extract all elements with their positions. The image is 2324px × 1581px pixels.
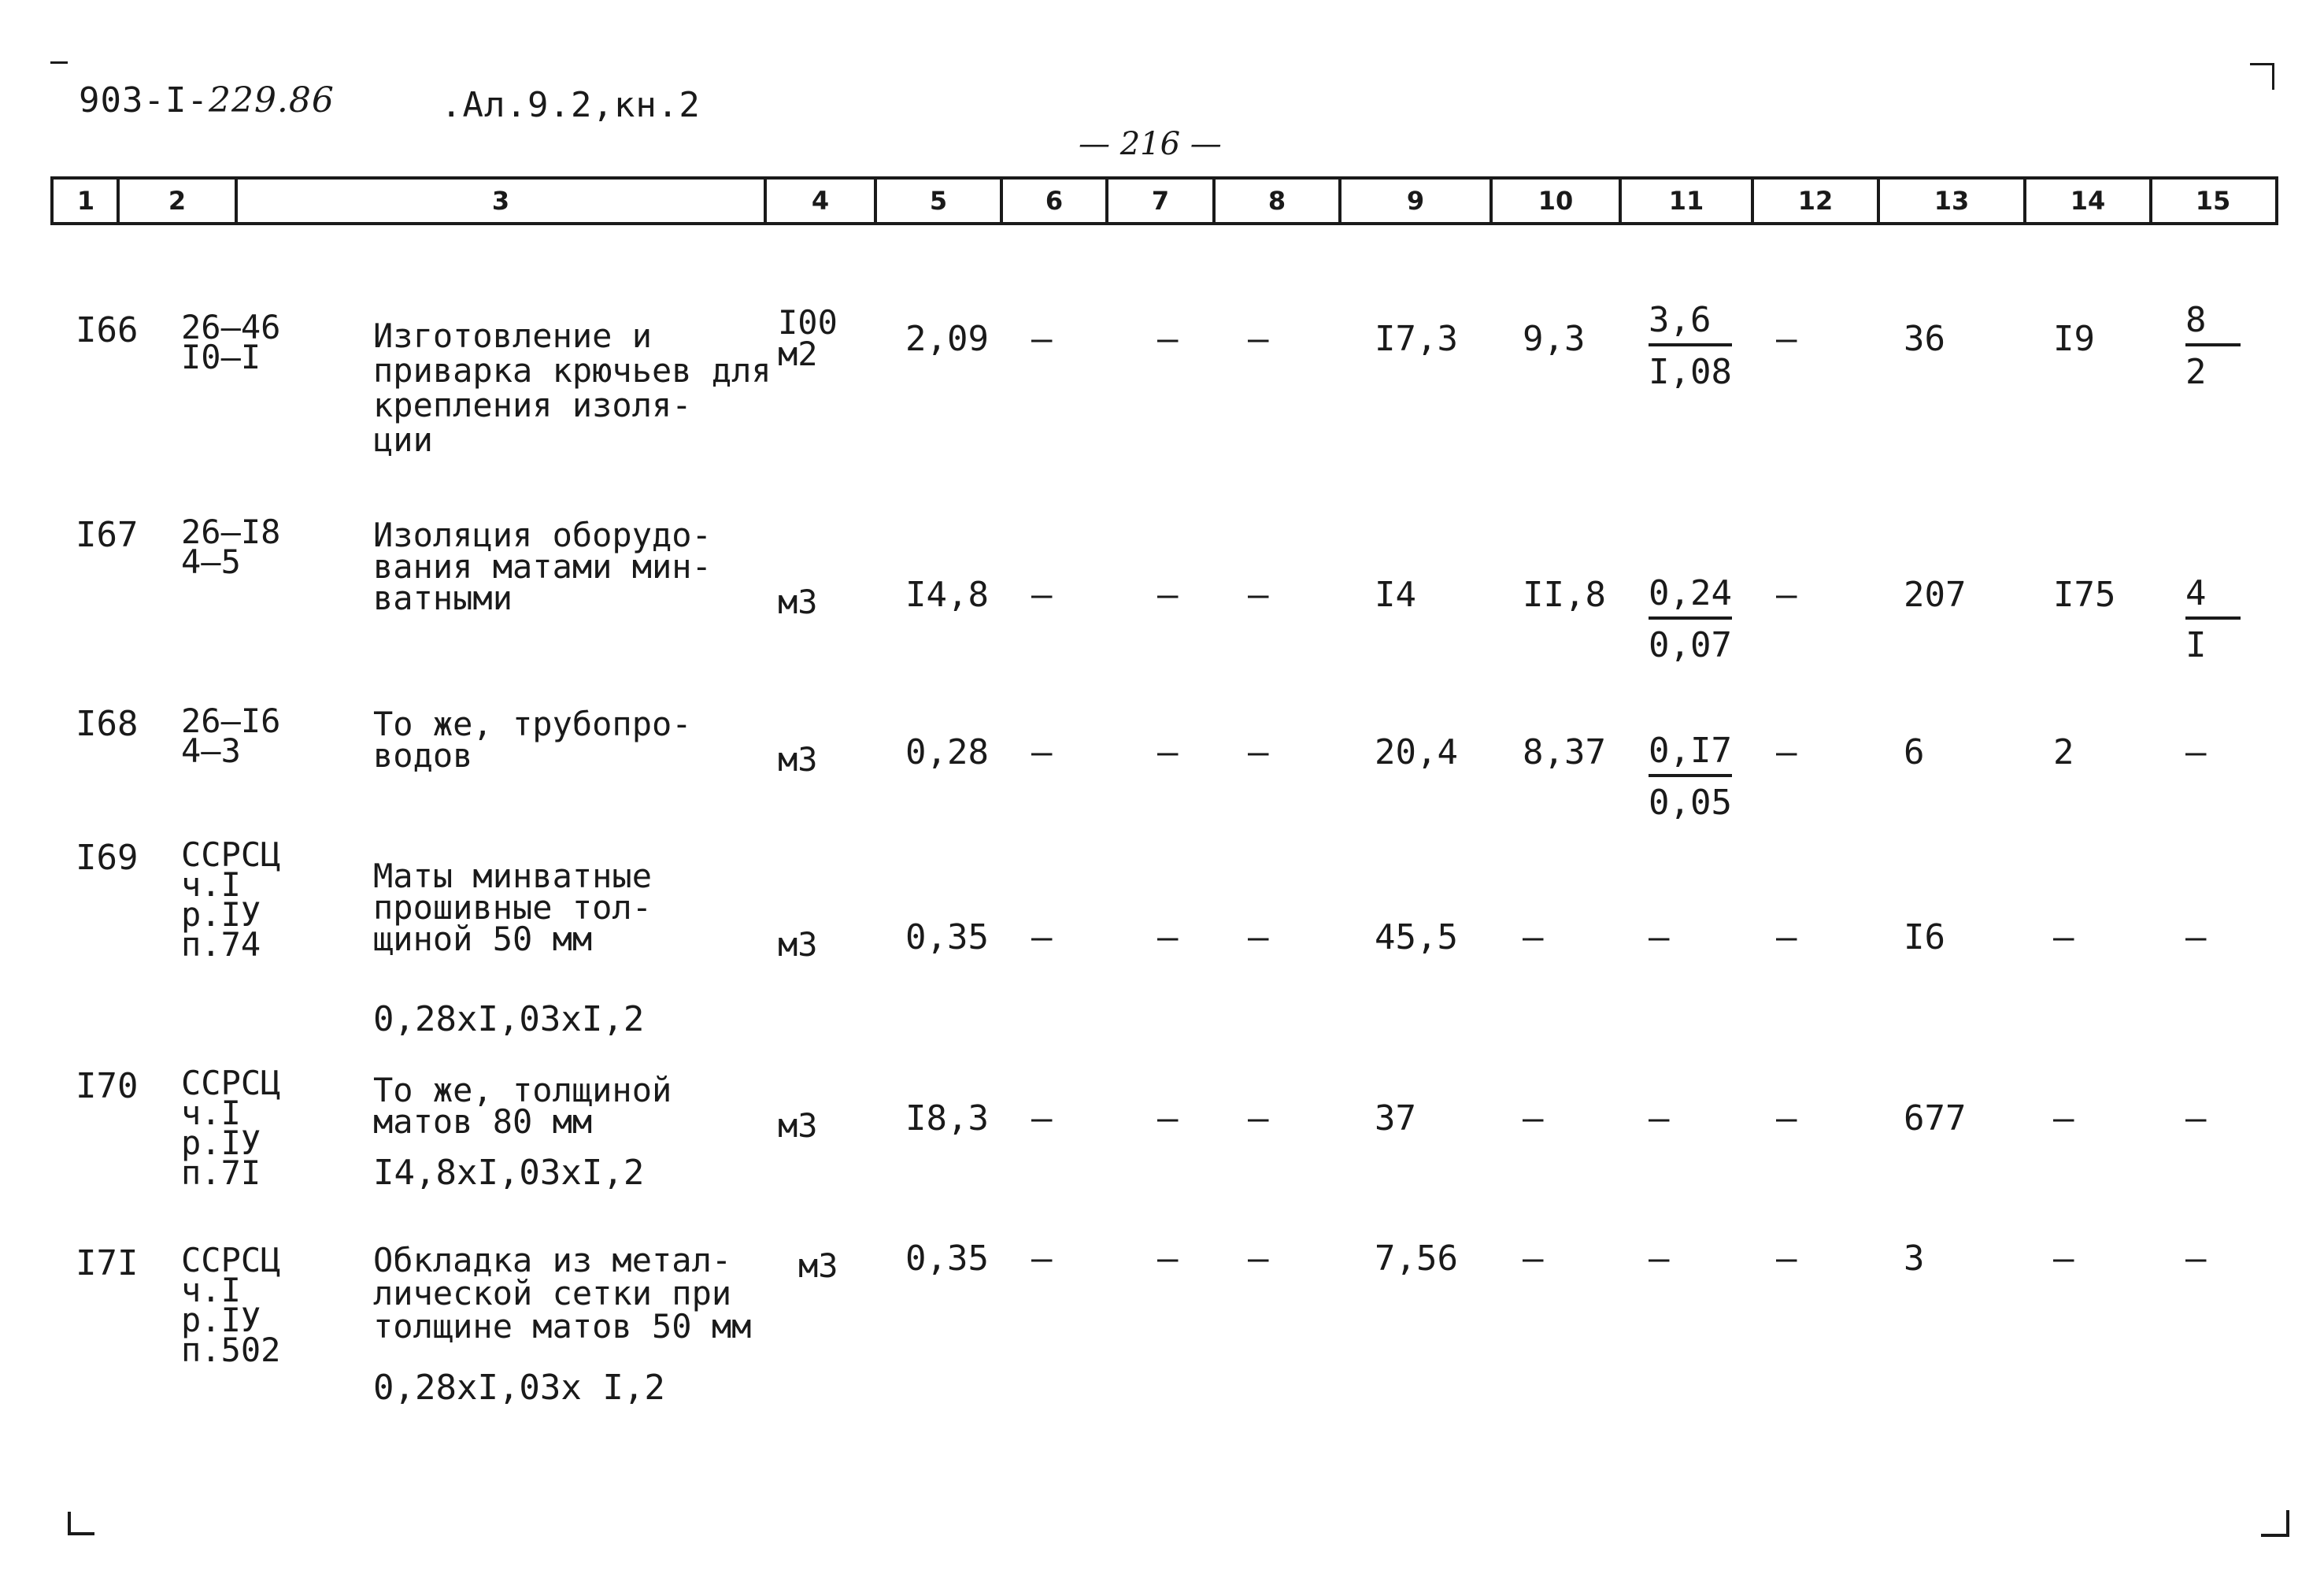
col-8: – (1248, 1239, 1269, 1279)
corner-mark-bottom-left-h (68, 1532, 94, 1535)
col-6: – (1031, 1098, 1053, 1139)
col-7: – (1157, 1098, 1179, 1139)
col-9: I7,3 (1375, 319, 1458, 359)
price-code: 26–I8 4–5 (181, 513, 281, 581)
column-number-11: 11 (1668, 186, 1704, 216)
col-7: – (1157, 732, 1179, 772)
work-name: То же, трубопро- водов (373, 705, 692, 775)
col-12: – (1776, 917, 1797, 957)
work-name: Обкладка из метал- лической сетки при толщине матов 50 мм (373, 1241, 752, 1346)
col-13: I6 (1904, 917, 1945, 957)
col-15: – (2185, 917, 2207, 957)
column-number-1: 1 (76, 186, 95, 216)
column-separator (1619, 176, 1622, 225)
column-number-header (50, 176, 2278, 225)
col-8: – (1248, 917, 1269, 957)
col-6: – (1031, 319, 1053, 359)
col-7: – (1157, 1239, 1179, 1279)
col-9: I4 (1375, 575, 1416, 615)
col-12: – (1776, 1098, 1797, 1139)
col-8: – (1248, 575, 1269, 615)
col-13: 677 (1904, 1098, 1967, 1139)
column-number-2: 2 (168, 186, 187, 216)
unit: I00 м2 (778, 303, 838, 373)
price-code: 26–I6 4–3 (181, 702, 281, 770)
col-14: I75 (2053, 575, 2116, 615)
column-separator (1338, 176, 1341, 225)
album-reference: .Ал.9.2,кн.2 (441, 85, 701, 125)
col-11-fraction-numerator: 3,6 (1649, 302, 1732, 346)
col-7: – (1157, 917, 1179, 957)
col-11: – (1649, 917, 1670, 957)
col-14: – (2053, 917, 2074, 957)
col-15-fraction-denominator: 2 (2185, 352, 2207, 392)
column-separator (1000, 176, 1003, 225)
col-12: – (1776, 319, 1797, 359)
col-11: – (1649, 1098, 1670, 1139)
col-13: 3 (1904, 1239, 1925, 1279)
col-12: – (1776, 575, 1797, 615)
col-9: 37 (1375, 1098, 1416, 1139)
quantity: 0,28 (905, 732, 989, 772)
column-separator (235, 176, 238, 225)
col-13: 6 (1904, 732, 1925, 772)
document-code (79, 80, 335, 120)
column-number-4: 4 (811, 186, 830, 216)
unit: м3 (778, 740, 818, 779)
col-15-fraction-numerator: 8 (2185, 302, 2241, 346)
col-8: – (1248, 319, 1269, 359)
col-15-fraction-denominator: I (2185, 625, 2207, 665)
column-number-5: 5 (929, 186, 948, 216)
column-separator (1105, 176, 1108, 225)
col-12: – (1776, 732, 1797, 772)
corner-mark-bottom-right-h (2261, 1534, 2289, 1537)
column-number-9: 9 (1406, 186, 1425, 216)
col-14: I9 (2053, 319, 2095, 359)
col-10: II,8 (1523, 575, 1606, 615)
col-10: 8,37 (1523, 732, 1606, 772)
quantity: 0,35 (905, 1239, 989, 1279)
quantity-formula: 0,28хI,03х I,2 (373, 1368, 665, 1408)
column-separator (2149, 176, 2152, 225)
quantity-formula: 0,28хI,03хI,2 (373, 999, 645, 1039)
col-9: 20,4 (1375, 732, 1458, 772)
column-number-7: 7 (1151, 186, 1170, 216)
col-15: – (2185, 1098, 2207, 1139)
col-10: – (1523, 1239, 1544, 1279)
col-8: – (1248, 1098, 1269, 1139)
column-number-15: 15 (2195, 186, 2231, 216)
column-number-8: 8 (1267, 186, 1286, 216)
col-6: – (1031, 732, 1053, 772)
column-number-13: 13 (1934, 186, 1970, 216)
column-number-10: 10 (1538, 186, 1574, 216)
col-11-fraction (1649, 573, 1732, 665)
unit: м3 (778, 1106, 818, 1145)
col-11-fraction (1649, 302, 1732, 392)
col-9: 7,56 (1375, 1239, 1458, 1279)
col-11-fraction (1649, 733, 1732, 823)
col-6: – (1031, 917, 1053, 957)
col-6: – (1031, 575, 1053, 615)
col-10: – (1523, 917, 1544, 957)
quantity: 2,09 (905, 319, 989, 359)
row-number: I68 (76, 704, 139, 744)
column-separator (117, 176, 120, 225)
quantity: I4,8 (905, 575, 989, 615)
column-number-14: 14 (2070, 186, 2106, 216)
col-13: 207 (1904, 575, 1967, 615)
column-separator (1751, 176, 1754, 225)
col-8: – (1248, 732, 1269, 772)
corner-mark-top-right (2250, 63, 2274, 65)
column-separator (874, 176, 877, 225)
column-separator (764, 176, 767, 225)
quantity-formula: I4,8хI,03хI,2 (373, 1153, 645, 1193)
col-15: – (2185, 732, 2207, 772)
column-number-12: 12 (1797, 186, 1834, 216)
corner-mark-top-left (50, 61, 68, 64)
row-number: I70 (76, 1066, 139, 1106)
col-13: 36 (1904, 319, 1945, 359)
col-11: – (1649, 1239, 1670, 1279)
col-15-fraction (2185, 573, 2241, 665)
price-code: ССРСЦ ч.I р.IУ п.502 (181, 1241, 281, 1369)
row-number: I7I (76, 1243, 139, 1283)
column-separator (1490, 176, 1493, 225)
column-number-6: 6 (1045, 186, 1064, 216)
col-14: – (2053, 1098, 2074, 1139)
col-6: – (1031, 1239, 1053, 1279)
row-number: I67 (76, 515, 139, 555)
col-11-fraction-denominator: 0,05 (1649, 783, 1732, 823)
column-number-3: 3 (491, 186, 510, 216)
unit: м3 (778, 925, 818, 964)
col-14: 2 (2053, 732, 2074, 772)
col-11-fraction-denominator: 0,07 (1649, 625, 1732, 665)
unit: м3 (798, 1246, 838, 1285)
row-number: I66 (76, 310, 139, 350)
column-separator (2023, 176, 2026, 225)
col-11-fraction-denominator: I,08 (1649, 352, 1732, 392)
col-10: – (1523, 1098, 1544, 1139)
work-name: Маты минватные прошивные тол- щиной 50 мм (373, 857, 653, 958)
col-11-fraction-numerator: 0,24 (1649, 576, 1732, 620)
price-code: 26–46 I0–I (181, 308, 281, 376)
unit: м3 (778, 583, 818, 621)
price-code: ССРСЦ ч.I р.IУ п.74 (181, 835, 281, 964)
price-code: ССРСЦ ч.I р.IУ п.7I (181, 1064, 281, 1192)
work-name: То же, толщиной матов 80 мм (373, 1071, 672, 1141)
col-7: – (1157, 319, 1179, 359)
col-15: – (2185, 1239, 2207, 1279)
quantity: I8,3 (905, 1098, 989, 1139)
document-code-handwritten: 229.86 (208, 80, 335, 120)
document-code-prefix: 903-I- (79, 80, 209, 120)
row-number: I69 (76, 838, 139, 878)
col-10: 9,3 (1523, 319, 1586, 359)
work-name: Изоляция оборудо- вания матами мин- ватными (373, 516, 712, 617)
page-number: — 216 — (1079, 126, 1222, 162)
corner-mark-top-right-v (2272, 63, 2274, 90)
col-14: – (2053, 1239, 2074, 1279)
col-12: – (1776, 1239, 1797, 1279)
col-7: – (1157, 575, 1179, 615)
column-separator (1212, 176, 1216, 225)
col-11-fraction-numerator: 0,I7 (1649, 733, 1732, 777)
column-separator (1877, 176, 1880, 225)
col-15-fraction-numerator: 4 (2185, 576, 2241, 620)
col-9: 45,5 (1375, 917, 1458, 957)
quantity: 0,35 (905, 917, 989, 957)
work-name: Изготовление и приварка крючьев для крепления изоля- ции (373, 317, 772, 459)
corner-mark-bottom-right (2286, 1510, 2289, 1537)
col-15-fraction (2185, 302, 2241, 392)
